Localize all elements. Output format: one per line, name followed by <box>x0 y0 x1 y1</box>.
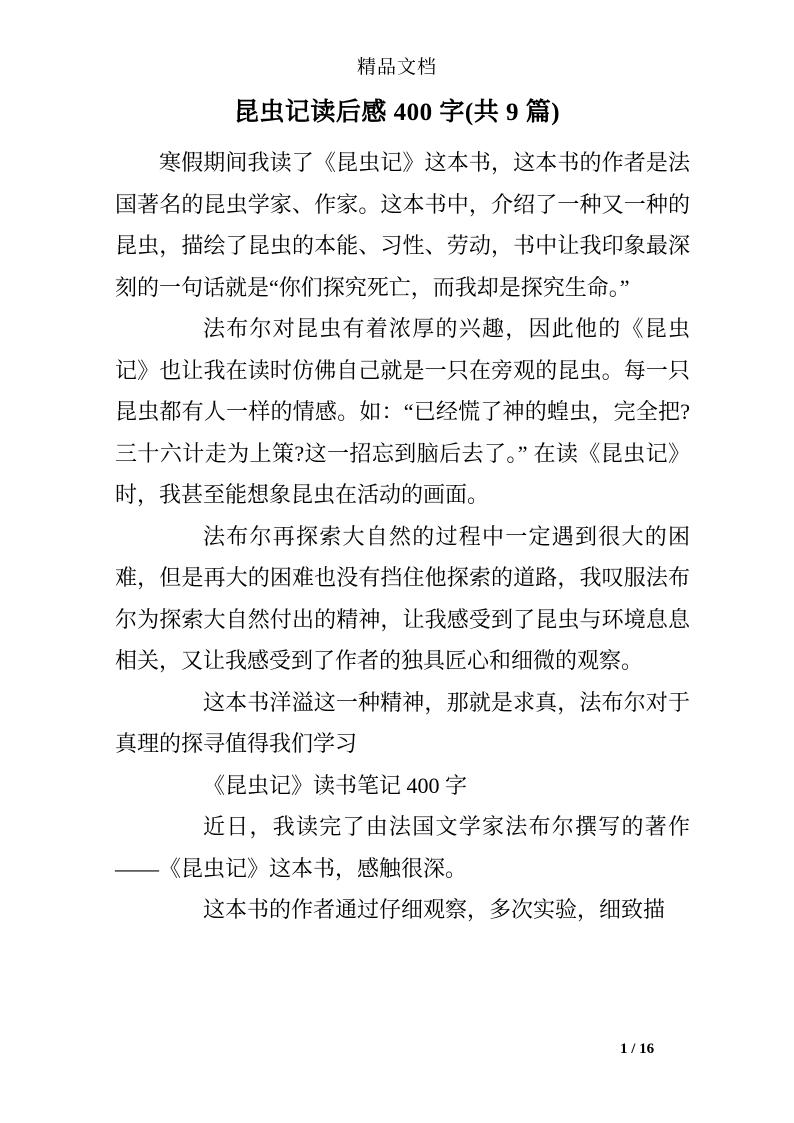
body-paragraph: 这本书洋溢这一种精神，那就是求真，法布尔对于真理的探寻值得我们学习 <box>115 689 690 756</box>
body-paragraph-subtitle: 《昆虫记》读书笔记 400 字 <box>203 772 468 798</box>
body-paragraph: 法布尔对昆虫有着浓厚的兴趣，因此他的《昆虫记》也让我在读时仿佛自己就是一只在旁观的昆虫。每一只昆虫都有人一样的情感。如：“已经慌了神的蝗虫，完全把?三十六计走为上策?这一招忘到脑后去了。” 在读《昆虫记》时，我甚至能想象昆虫在活动的画面。 <box>115 316 690 507</box>
page-number-indicator: 1 / 16 <box>620 1041 655 1057</box>
document-title: 昆虫记读后感 400 字(共 9 篇) <box>233 99 561 126</box>
body-paragraph: 法布尔再探索大自然的过程中一定遇到很大的困难，但是再大的困难也没有挡住他探索的道路，我叹服法布尔为探索大自然付出的精神，让我感受到了昆虫与环境息息相关，又让我感受到了作者的独具匠心和细微的观察。 <box>115 523 690 673</box>
document-body <box>115 142 690 931</box>
document-header-text: 精品文档 <box>356 57 437 78</box>
body-paragraph: 寒假期间我读了《昆虫记》这本书，这本书的作者是法国著名的昆虫学家、作家。这本书中，介绍了一种又一种的昆虫，描绘了昆虫的本能、习性、劳动，书中让我印象最深刻的一句话就是“你们探究死亡，而我却是探究生命。” <box>115 150 690 300</box>
body-paragraph: 近日，我读完了由法国文学家法布尔撰写的著作——《昆虫记》这本书，感触很深。 <box>115 814 690 881</box>
body-paragraph: 这本书的作者通过仔细观察，多次实验，细致描 <box>203 897 666 922</box>
